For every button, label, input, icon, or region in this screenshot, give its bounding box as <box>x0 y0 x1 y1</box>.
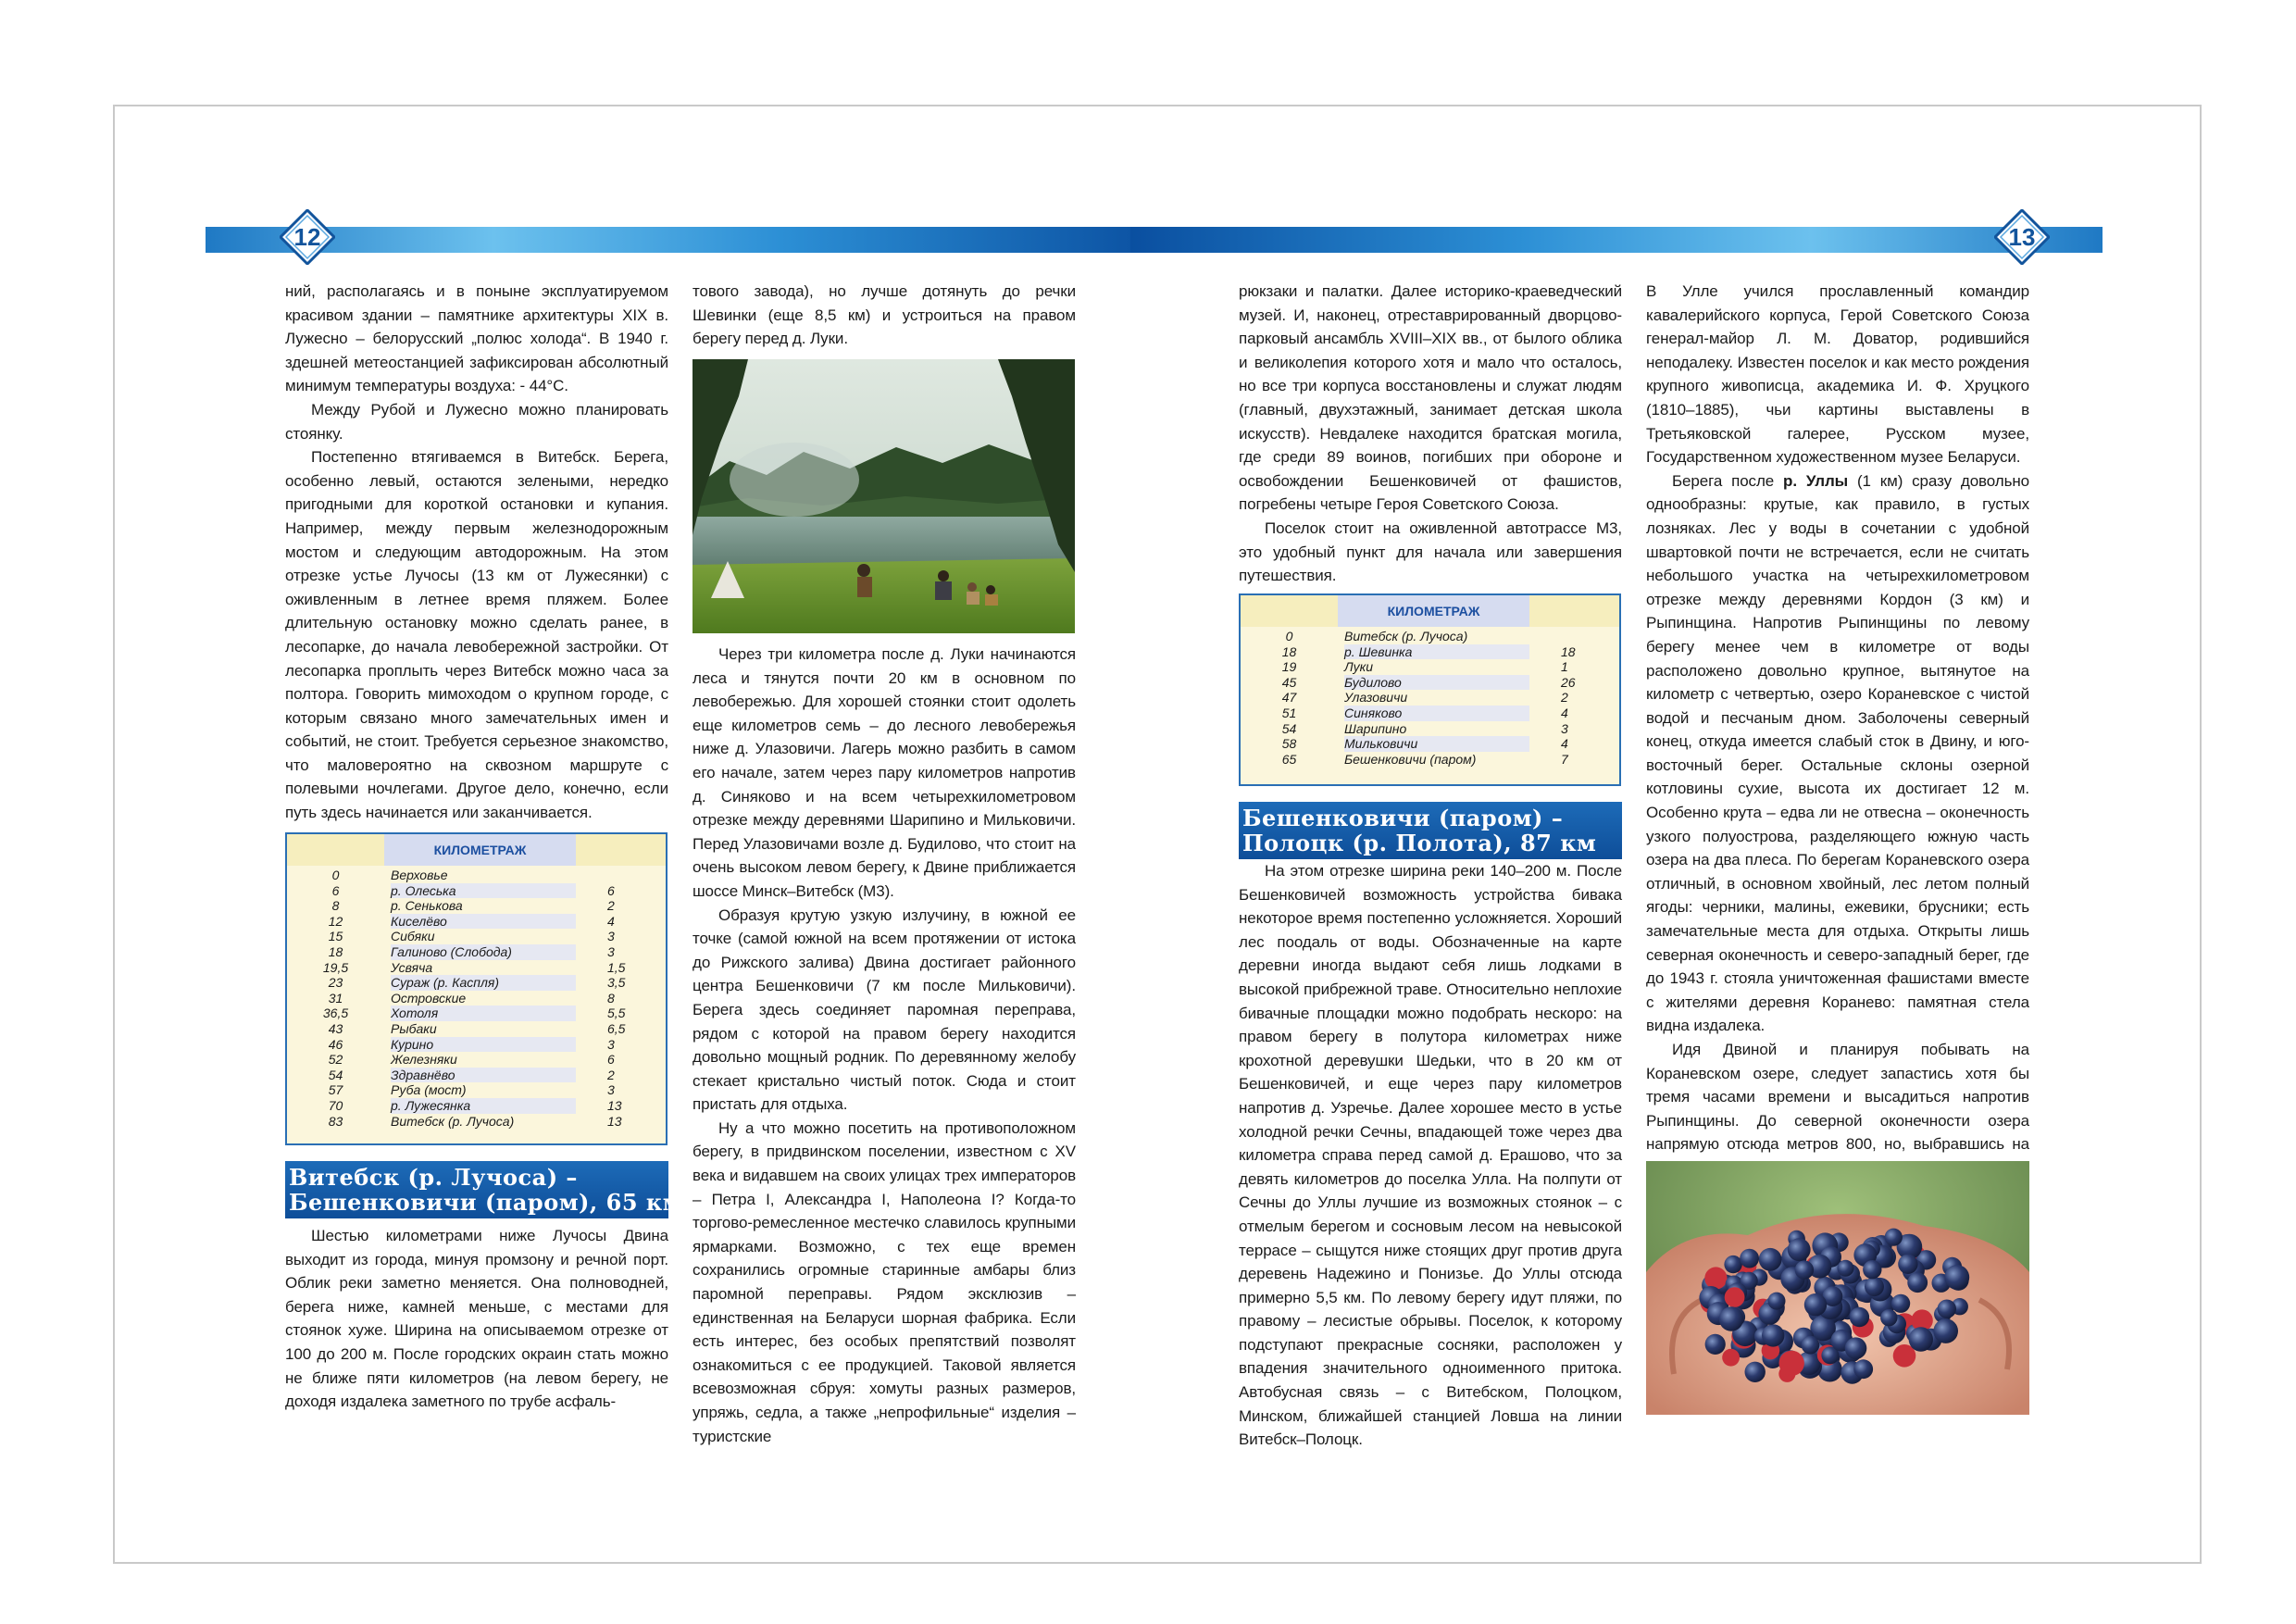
table-row <box>287 1037 666 1053</box>
col1-top-text <box>285 280 668 825</box>
place-cell: Киселёво <box>391 914 576 930</box>
table-row <box>1241 706 1619 721</box>
table-row <box>287 960 666 976</box>
paragraph: Ну а что можно посетить на противоположном берегу, в придвинском поселении, известном с XV века и видавшем на своих улицах трех императоров – Петра I, Александра I, Наполеона I? Когда-то торгово-ремесленное местечко славилось крупными ярмарками. Возможно, с тех еще времен сохранились огромные старинные амбары близ паромной переправы. Рядом эксклюзив – единственная на Беларуси шорная фабрика. Если есть интерес, без особых препятствий позволят ознакомиться с ее продукцией. Таковой является всевозможная сбруя: хомуты разных размеров, упряжь, седла, а также „непрофильные“ изделия – туристские <box>693 1118 1076 1445</box>
place-cell: Сибяки <box>391 929 435 944</box>
place-cell: р. Шевинка <box>1344 644 1529 660</box>
paragraph-lead: Берега после <box>1672 471 1784 490</box>
km-cell: 51 <box>1281 705 1297 720</box>
paragraph-rest: (1 км) сразу довольно однообразны: крутые, как правило, в густых лозняках. Лес у воды в сочетании с удобной швартовкой почти не встречается, если не считать небольшого участка на четырехкилометровом отрезке между деревнями Кордон (3 км) и Рыпинщина. Напротив Рыпинщины по левому берегу менее чем в километре от воды расположено довольно крупное, вытянутое на километр с четвертью, озеро Кораневское с чистой водой и песчаным дном. Заболочены северный конец, откуда имеется слабый сток в Двину, и юго-восточный берег. Остальные склоны озерной котловины сухие, высота их достигает 12 м. Особенно крута – едва ли не отвесна – оконечность узкого полуострова, разделяющего южную часть озера на два плеса. По берегам Кораневского озера отличный, в основном хвойный, лес летом полный ягоды: черники, малины, ежевики, брусники; есть замечательные места для отдыха. Открыты лишь северная оконечность и северо-западный берег, где до 1943 г. стояла уничтоженная фашистами вместе с жителями деревня Кораневo: памятная стела видна издалека. <box>1646 471 2029 1035</box>
km-cell: 23 <box>328 975 343 991</box>
table-row <box>1241 675 1619 691</box>
col1-bottom-text <box>285 1224 668 1414</box>
segment-cell: 6,5 <box>607 1020 626 1036</box>
km-cell: 8 <box>331 898 340 914</box>
km-cell: 43 <box>328 1020 343 1036</box>
km-cell: 45 <box>1281 674 1297 690</box>
km-cell: 18 <box>328 943 343 959</box>
paragraph: Между Рубой и Лужесно можно планировать стоянку. <box>285 400 668 443</box>
table-title: КИЛОМЕТРАЖ <box>1338 595 1529 627</box>
table-row <box>287 868 666 883</box>
table-row <box>1241 721 1619 737</box>
km-cell: 12 <box>328 913 343 929</box>
place-cell: Галиново (Слобода) <box>391 944 576 960</box>
place-cell: Курино <box>391 1037 576 1053</box>
km-cell: 54 <box>1281 720 1297 736</box>
place-cell: Островские <box>391 990 467 1006</box>
km-cell: 31 <box>328 990 343 1006</box>
segment-cell: 3 <box>607 943 615 959</box>
place-cell: р. Сенькова <box>391 898 463 914</box>
segment-cell: 4 <box>1561 736 1568 752</box>
km-cell: 19,5 <box>322 959 349 975</box>
col2-top-text <box>693 280 1076 351</box>
river-name: р. Уллы <box>1783 471 1849 490</box>
km-cell: 46 <box>328 1036 343 1052</box>
place-cell: Витебск (р. Лучоса) <box>1344 629 1468 643</box>
segment-cell: 13 <box>607 1113 622 1129</box>
table-row <box>1241 690 1619 706</box>
kilometrage-table-right <box>1239 593 1621 786</box>
km-cell: 52 <box>328 1052 343 1068</box>
km-cell: 58 <box>1281 736 1297 752</box>
header-band-left <box>206 227 1166 253</box>
place-cell: Здравнёво <box>391 1068 576 1083</box>
place-cell: р. Олеська <box>391 883 576 899</box>
table-row <box>287 1098 666 1114</box>
place-cell: Сураж (р. Каспля) <box>391 975 576 991</box>
paragraph <box>1646 469 2029 1038</box>
paragraph: тового завода), но лучше дотянуть до речки Шевинки (еще 8,5 км) и устроиться на правом берегу перед д. Луки. <box>693 282 1076 348</box>
place-cell: Шарипино <box>1344 720 1407 736</box>
km-cell: 70 <box>328 1097 343 1113</box>
place-cell: Будилово <box>1344 675 1529 691</box>
km-cell: 19 <box>1281 659 1297 675</box>
place-cell: р. Лужесянка <box>391 1098 576 1114</box>
table-row <box>287 1006 666 1021</box>
table-row <box>1241 644 1619 660</box>
km-cell: 15 <box>328 929 343 944</box>
table-row <box>1241 629 1619 644</box>
segment-cell: 6 <box>607 1052 615 1068</box>
km-cell: 83 <box>328 1113 343 1129</box>
segment-cell: 7 <box>1561 751 1568 767</box>
page-number-left-text: 12 <box>293 223 321 251</box>
place-cell: Рыбаки <box>391 1020 437 1036</box>
paragraph: Поселок стоит на оживленной автотрассе М3, это удобный пункт для начала или завершения путешествия. <box>1239 518 1622 585</box>
table-row <box>287 1068 666 1083</box>
table-row <box>287 944 666 960</box>
paragraph: Образуя крутую узкую излучину, в южной ее точке (самой южной на всем протяжении от истока до Рижского залива) Двина достигает районного центра Бешенковичи (7 км после Мильковичи). Берега здесь соединяет паромная переправа, рядом с которой на правом берегу находится довольно мощный родник. По деревянному желобу стекает кристально чистый поток. Сюда и стоит пристать для отдыха. <box>693 906 1076 1114</box>
table-row <box>287 914 666 930</box>
km-cell: 47 <box>1281 690 1297 706</box>
km-cell: 36,5 <box>322 1006 349 1021</box>
col3-bottom-text <box>1239 859 1622 1452</box>
segment-cell: 1,5 <box>607 959 626 975</box>
table-row <box>287 975 666 991</box>
km-cell: 0 <box>1285 629 1293 643</box>
table-title: КИЛОМЕТРАЖ <box>384 834 576 866</box>
place-cell: Железняки <box>391 1052 457 1068</box>
segment-cell: 4 <box>1561 705 1568 720</box>
table-rows <box>1241 629 1619 767</box>
table-row <box>287 1052 666 1068</box>
segment-cell: 1 <box>1561 659 1568 675</box>
page-number-right <box>1994 209 2050 265</box>
segment-cell: 2 <box>607 898 615 914</box>
km-cell: 18 <box>1281 643 1297 659</box>
segment-cell: 3,5 <box>607 975 626 991</box>
page-number-right-text: 13 <box>2008 223 2036 251</box>
heading-line: Витебск (р. Лучоса) – <box>289 1164 578 1191</box>
place-cell: Верховье <box>391 868 448 882</box>
paragraph: Постепенно втягиваемся в Витебск. Берега, особенно левый, остаются зелеными, нередко пригодными для короткой остановки и купания. Например, между первым железнодорожным мостом и следующим автодорожным. На этом отрезке устье Лучосы (13 км от Лужесянки) с оживленным в летнее время пляжем. Более длительную остановку можно сделать ранее, в лесопарке, до начала левобережной застройки. От лесопарка проплыть через Витебск можно часа за полтора. Говорить мимоходом о крупном городе, с которым связано много замечательных имен и событий, не стоит. Требуется серьезное знакомство, что маловероятно на сквозном маршруте с полевыми ночлегами. Другое дело, конечно, если путь здесь начинается или заканчивается. <box>285 448 668 822</box>
table-row <box>287 1114 666 1130</box>
kilometrage-table-left <box>285 832 668 1145</box>
table-row <box>1241 736 1619 752</box>
segment-cell: 6 <box>607 882 615 898</box>
segment-cell: 13 <box>607 1097 622 1113</box>
place-cell: Бешенковичи (паром) <box>1344 751 1477 767</box>
table-rows <box>287 868 666 1129</box>
section-heading-left <box>285 1161 683 1218</box>
km-cell: 57 <box>328 1082 343 1098</box>
segment-cell: 26 <box>1561 674 1576 690</box>
place-cell: Витебск (р. Лучоса) <box>391 1113 515 1129</box>
km-cell: 65 <box>1281 751 1297 767</box>
segment-cell: 3 <box>607 1082 615 1098</box>
segment-cell: 3 <box>607 929 615 944</box>
berries-photo <box>1646 1161 2029 1415</box>
table-row <box>287 883 666 899</box>
col3-top-text <box>1239 280 1622 588</box>
section-heading-right <box>1239 802 1622 859</box>
paragraph: Шестью километрами ниже Лучосы Двина выходит из города, минуя промзону и речной порт. Облик реки заметно меняется. Она полноводней, берега ниже, камней меньше, с местами для стоянок хуже. Ширина на описываемом отрезке от 100 до 200 м. После городских окраин стать можно не ближе пяти километров (на левом берегу, не доходя издалека заметного по трубе асфаль- <box>285 1227 668 1411</box>
table-row <box>287 991 666 1006</box>
table-row <box>287 1082 666 1098</box>
col4-text <box>1646 280 2029 1204</box>
paragraph: Идя Двиной и планируя побывать на Кораневском озере, следует запастись хотя бы тремя часами времени и высадиться напротив Рыпинщины. До северной оконечности озера напрямую отсюда метров 800, но, выбравшись на <box>1646 1041 2029 1154</box>
km-cell: 54 <box>328 1067 343 1082</box>
segment-cell: 3 <box>607 1036 615 1052</box>
segment-cell: 2 <box>1561 690 1568 706</box>
place-cell: Хотоля <box>391 1006 576 1021</box>
km-cell: 6 <box>331 882 340 898</box>
place-cell: Руба (мост) <box>391 1082 467 1098</box>
segment-cell: 8 <box>607 990 615 1006</box>
paragraph: Через три километра после д. Луки начинаются леса и тянутся почти 20 км в основном по левобережью. Для хорошей стоянки стоит одолеть еще километров семь – до лесного левобережья ниже д. Улазовичи. Лагерь можно разбить в самом его начале, затем через пару километров напротив д. Синяково и на всем четырехкилометровом отрезке между деревнями Шарипино и Мильковичи. Перед Улазовичами возле д. Будилово, что стоит на очень высоком левом берегу, к Двине приближается шоссе Минск–Витебск (М3). <box>693 645 1076 900</box>
place-cell: Усвяча <box>391 959 433 975</box>
place-cell: Улазовичи <box>1344 690 1408 706</box>
heading-line: Полоцк (р. Полота), 87 км <box>1242 830 1597 856</box>
table-row <box>287 929 666 944</box>
table-row <box>287 898 666 914</box>
col2-bottom-text <box>693 643 1076 1448</box>
table-row <box>287 1021 666 1037</box>
table-row <box>1241 752 1619 768</box>
heading-line: Бешенковичи (паром), 65 км <box>289 1189 683 1216</box>
km-cell: 0 <box>331 868 340 882</box>
paragraph: рюкзаки и палатки. Далее историко-краеведческий музей. И, наконец, отреставрированный дворцово-парковый ансамбль XVIII–XIX вв., от былого облика и великолепия которого хотя и мало что осталось, но все три корпуса восстановлены и служат людям (главный, двухэтажный, занимает детская школа искусств). Невдалеке находится братская могила, где среди 89 воинов, погибших при обороне и освобождении Бешенковичей от фашистов, погребены четыре Героя Советского Союза. <box>1239 282 1622 514</box>
segment-cell: 18 <box>1561 643 1576 659</box>
camp-photo <box>693 359 1075 633</box>
place-cell: Синяково <box>1344 706 1529 721</box>
place-cell: Луки <box>1344 659 1373 675</box>
place-cell: Мильковичи <box>1344 736 1529 752</box>
table-row <box>1241 659 1619 675</box>
heading-line: Бешенковичи (паром) – <box>1242 805 1564 831</box>
segment-cell: 2 <box>607 1067 615 1082</box>
paragraph: На этом отрезке ширина реки 140–200 м. После Бешенковичей возможность устройства бивака некоторое время постепенно усложняется. Хороший лес поодаль от воды. Обозначенные на карте деревни иногда выдают себя лишь лодками в высокой прибрежной траве. Относительно неплохие бивачные площадки можно подобрать нескоро: на правом берегу в полутора километрах ниже крохотной деревушки Шедьки, что в 20 км от Бешенковичей, и еще через пару километров напротив д. Узречье. Далее хорошее место в устье холодной речки Сечны, впадающей тоже через два километра справа перед самой д. Ерашово, что за девять километров до поселка Улла. На полпути от Сечны до Уллы лучшие из возможных стоянок – с отмелым берегом и сосновым лесом на невысокой террасе – сыщутся ниже стоящих друг против друга деревень Надежино и Понизье. До Уллы отсюда примерно 5,5 км. По левому берегу идут пляжи, по правому – лесистые обрывы. Поселок, к которому подступают прекрасные сосняки, расположен у впадения значительного одноименного притока. Автобусная связь – с Витебском, Полоцком, Минском, ближайшей станцией Ловша на линии Витебск–Полоцк. <box>1239 862 1622 1449</box>
segment-cell: 5,5 <box>607 1006 626 1021</box>
segment-cell: 3 <box>1561 720 1568 736</box>
paragraph: ний, располагаясь и в поныне эксплуатируемом красивом здании – памятнике архитектуры XIX в. Лужесно – белорусский „полюс холода“. В 1940 г. здешней метеостанцией зафиксирован абсолютный минимум температуры воздуха: - 44°С. <box>285 282 668 395</box>
paragraph: В Улле учился прославленный командир кавалерийского корпуса, Герой Советского Союза генерал-майор Л. М. Доватор, родившийся неподалеку. Известен поселок и как место рождения крупного живописца, академика И. Ф. Хруцкого (1810–1885), чьи картины выставлены в Третьяковской галерее, Русском музее, Государственном художественном музее Беларуси. <box>1646 282 2029 467</box>
page-number-left <box>280 209 335 265</box>
header-band-right <box>1130 227 2103 253</box>
segment-cell: 4 <box>607 913 615 929</box>
